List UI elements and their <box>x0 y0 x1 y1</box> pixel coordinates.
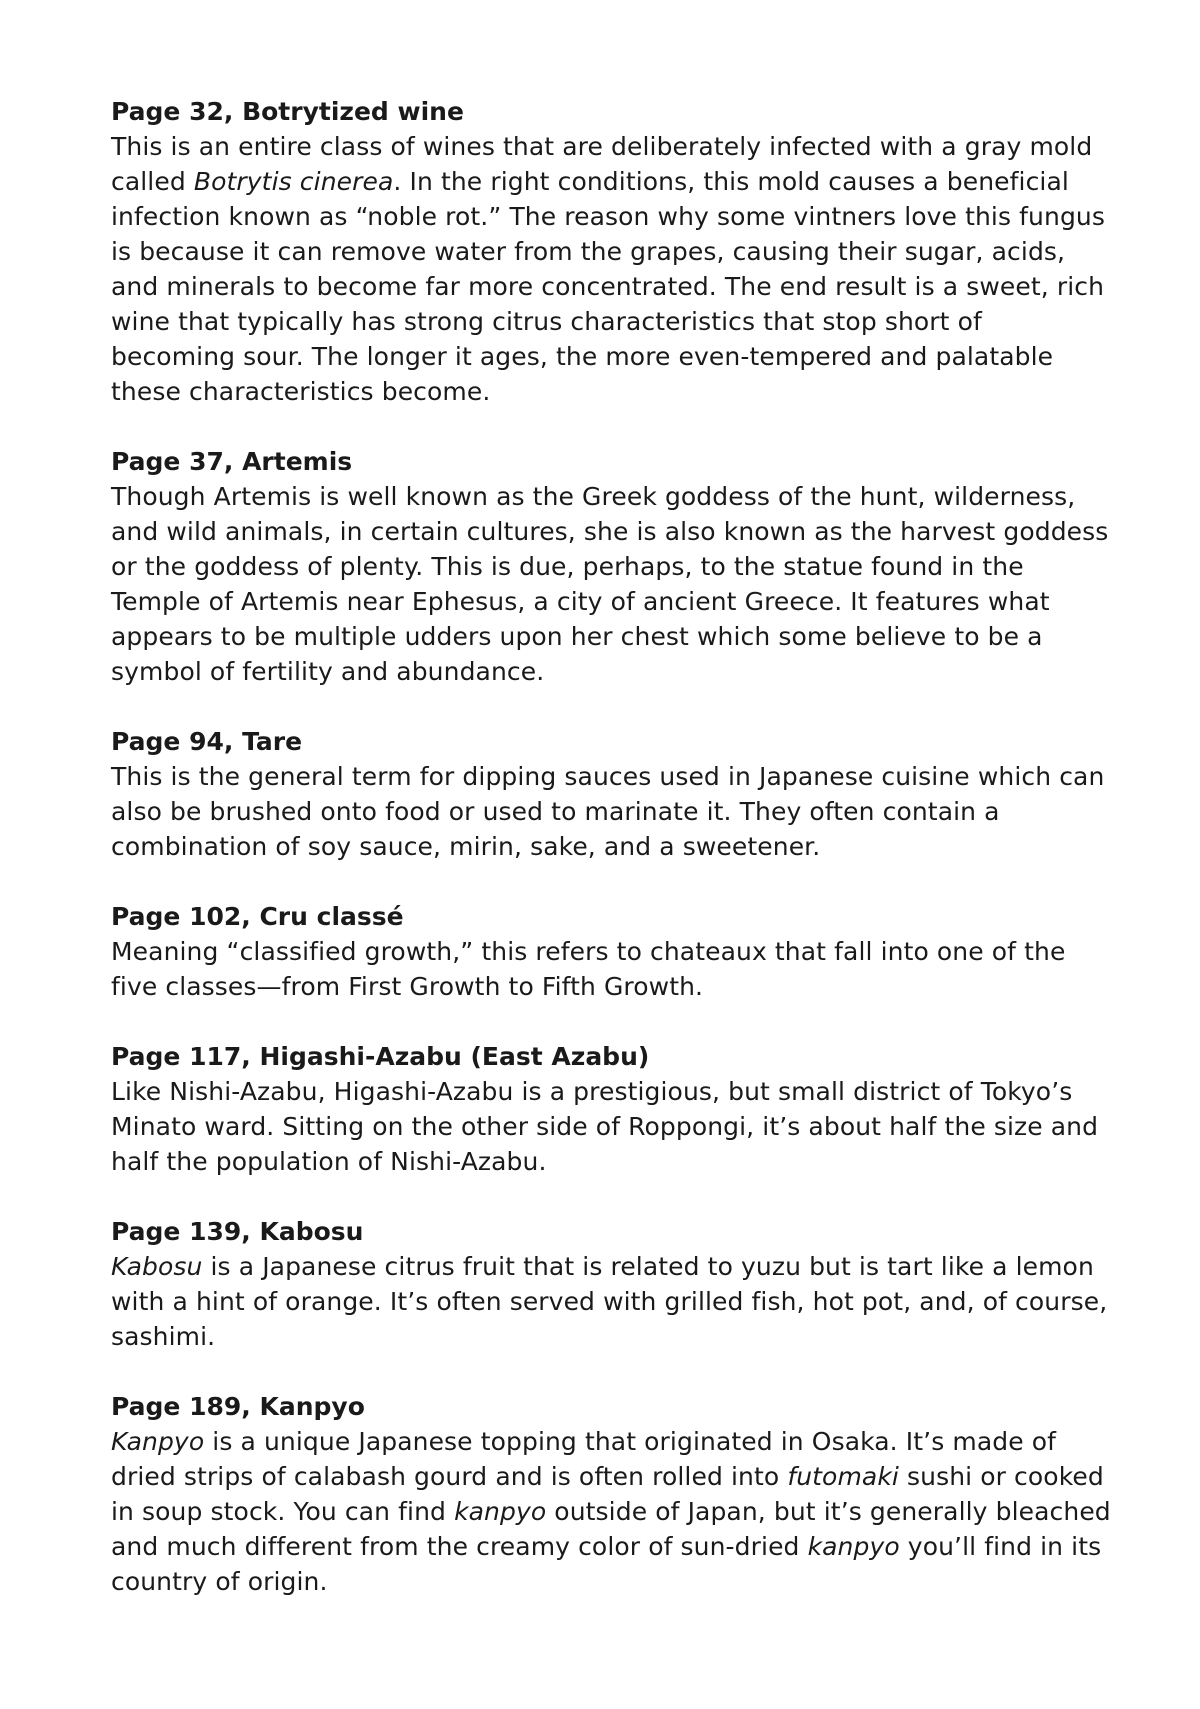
note-body <box>111 479 1111 689</box>
note-artemis <box>111 444 1111 689</box>
body-italic: kanpyo <box>454 1497 547 1526</box>
body-italic: Kanpyo <box>111 1427 205 1456</box>
body-text: you’ll find in its country of origin. <box>111 1532 1102 1596</box>
note-title: Page 117, Higashi-Azabu (East Azabu) <box>111 1042 650 1071</box>
body-text: sushi or cooked in soup stock. You can find <box>111 1462 1104 1526</box>
note-title: Page 32, Botrytized wine <box>111 97 464 126</box>
body-italic: Kabosu <box>111 1252 203 1281</box>
body-italic: futomaki <box>787 1462 899 1491</box>
note-higashi-azabu <box>111 1039 1111 1179</box>
note-botrytized-wine <box>111 94 1111 409</box>
note-title: Page 37, Artemis <box>111 447 353 476</box>
body-text: Like Nishi-Azabu, Higashi-Azabu is a prestigious, but small district of Tokyo’s Minato ward. Sitting on the other side of Roppongi, it’s about half the size and half the population of Nishi-Azabu. <box>111 1077 1099 1176</box>
body-text: . In the right conditions, this mold causes a beneficial infection known as “noble rot.” The reason why some vintners love this fungus is because it can remove water from the grapes, causing their sugar, acids, and minerals to become far more concentrated. The end result is a sweet, rich wine that typically has strong citrus characteristics that stop short of becoming sour. The longer it ages, the more even-tempered and palatable these characteristics become. <box>111 167 1105 406</box>
note-title: Page 102, Cru classé <box>111 902 404 931</box>
note-body <box>111 129 1111 409</box>
glossary-page <box>111 94 1111 1634</box>
body-italic: kanpyo <box>807 1532 900 1561</box>
body-text: This is the general term for dipping sauces used in Japanese cuisine which can also be brushed onto food or used to marinate it. They often contain a combination of soy sauce, mirin, sake, and a sweetener. <box>111 762 1105 861</box>
body-text: Though Artemis is well known as the Greek goddess of the hunt, wilderness, and wild animals, in certain cultures, she is also known as the harvest goddess or the goddess of plenty. This is due, perhaps, to the statue found in the Temple of Artemis near Ephesus, a city of ancient Greece. It features what appears to be multiple udders upon her chest which some believe to be a symbol of fertility and abundance. <box>111 482 1109 686</box>
note-tare <box>111 724 1111 864</box>
body-text: outside of Japan, but it’s generally bleached and much different from the creamy color of sun-dried <box>111 1497 1111 1561</box>
note-title: Page 94, Tare <box>111 727 303 756</box>
note-body <box>111 759 1111 864</box>
note-body <box>111 1424 1111 1599</box>
note-title: Page 139, Kabosu <box>111 1217 364 1246</box>
body-text: Meaning “classified growth,” this refers to chateaux that fall into one of the five classes—from First Growth to Fifth Growth. <box>111 937 1066 1001</box>
body-italic: Botrytis cinerea <box>193 167 394 196</box>
note-body <box>111 934 1111 1004</box>
note-kabosu <box>111 1214 1111 1354</box>
note-title: Page 189, Kanpyo <box>111 1392 365 1421</box>
note-body <box>111 1074 1111 1179</box>
note-body <box>111 1249 1111 1354</box>
note-cru-classe <box>111 899 1111 1004</box>
body-text: is a unique Japanese topping that originated in Osaka. It’s made of dried strips of calabash gourd and is often rolled into <box>111 1427 1057 1491</box>
body-text: This is an entire class of wines that are deliberately infected with a gray mold called <box>111 132 1093 196</box>
note-kanpyo <box>111 1389 1111 1599</box>
body-text: is a Japanese citrus fruit that is related to yuzu but is tart like a lemon with a hint of orange. It’s often served with grilled fish, hot pot, and, of course, sashimi. <box>111 1252 1108 1351</box>
